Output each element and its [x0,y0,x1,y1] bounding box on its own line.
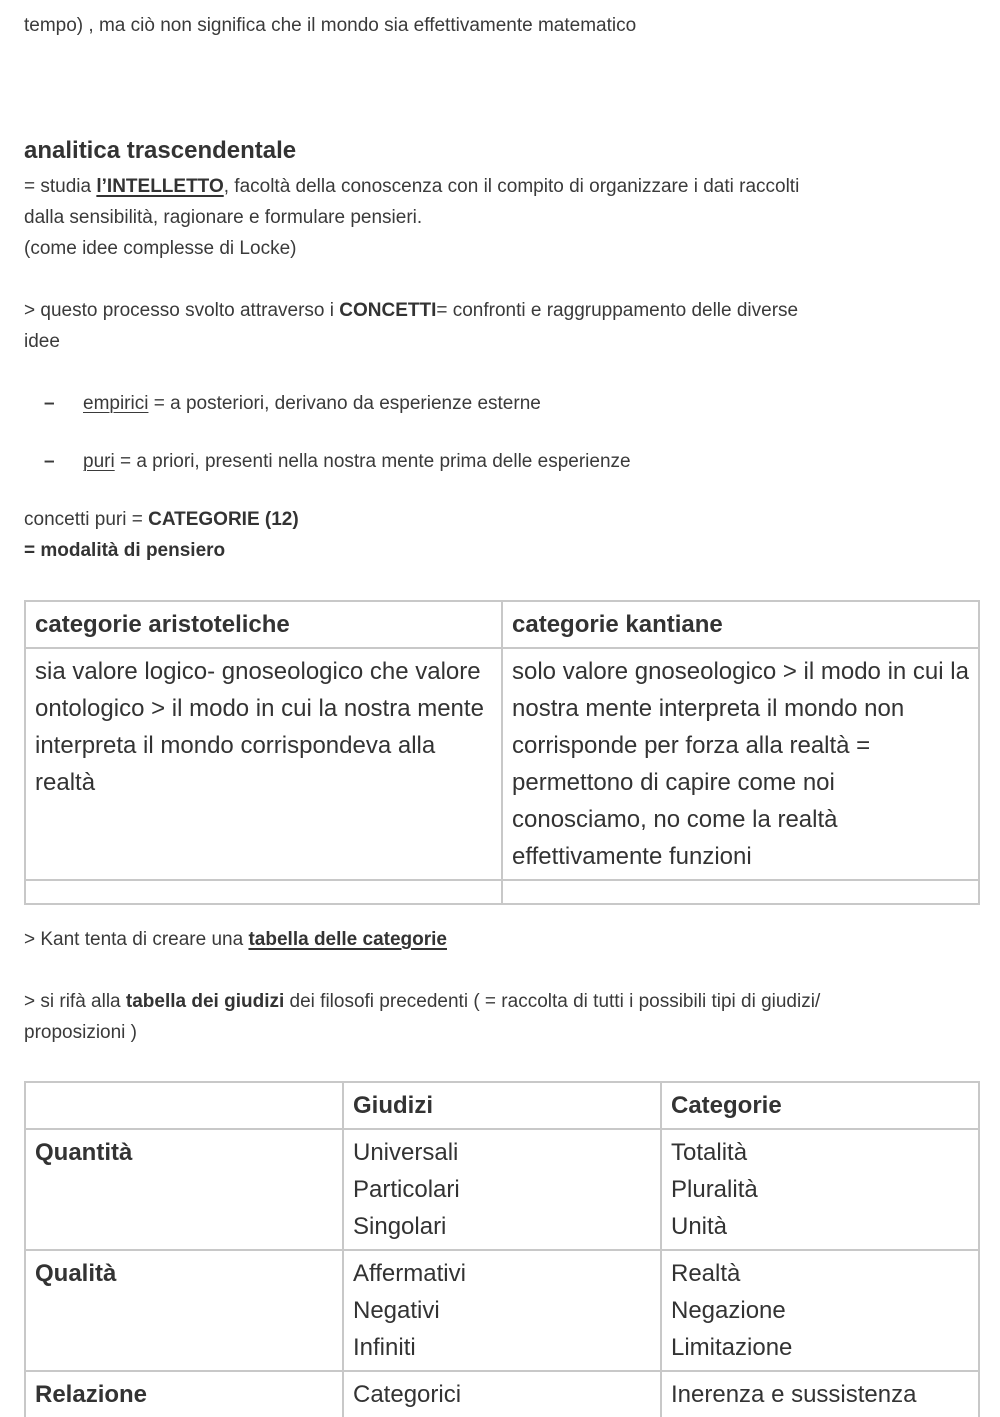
categorie-cell: Realtà Negazione Limitazione [661,1250,979,1371]
process-paragraph: > questo processo svolto attraverso i CONCETTI= confronti e raggruppamento delle diverse idee [24,300,799,352]
pure-concepts-paragraph: concetti puri = CATEGORIE (12) = modalità di pensiero [24,509,299,561]
bullet-term: empirici [83,393,149,414]
giudizi-cell: Universali Particolari Singolari [343,1129,661,1250]
table-row [25,1129,979,1250]
intelletto-term: l’INTELLETTO [96,176,224,197]
giudizi-cell: Affermativi Negativi Infiniti [343,1250,661,1371]
table-cell: sia valore logico- gnoseologico che valore ontologico > il modo in cui la nostra mente interpreta il mondo corrispondeva alla realtà [25,648,502,880]
intro-line: tempo) , ma ciò non significa che il mondo sia effettivamente matematico [24,15,637,36]
refers-paragraph: > si rifà alla tabella dei giudizi dei filosofi precedenti ( = raccolta di tutti i possibili tipi di giudizi/ proposizioni ) [24,991,821,1043]
table-header: categorie aristoteliche [25,601,502,648]
table-row [25,1371,979,1417]
tabella-giudizi-term: tabella dei giudizi [125,991,285,1012]
dash-bullet: – [44,451,55,472]
table-cell-empty [502,880,979,904]
table-header: Categorie [661,1082,979,1129]
categorie-cell: Inerenza e sussistenza [661,1371,979,1417]
table-header: categorie kantiane [502,601,979,648]
row-label: Qualità [25,1250,343,1371]
dash-bullet: – [44,393,55,414]
table-cell: solo valore gnoseologico > il modo in cui la nostra mente interpreta il mondo non corrisponde per forza alla realtà = permettono di capire come noi conosciamo, no come la realtà effettivamente funzioni [502,648,979,880]
section-title: analitica trascendentale [24,137,297,164]
tabella-categorie-term: tabella delle categorie [248,929,447,950]
giudizi-cell: Categorici [343,1371,661,1417]
table-header: Giudizi [343,1082,661,1129]
table-cell-empty [25,880,502,904]
bullet-term: puri [83,451,115,472]
definition-paragraph: = studia l’INTELLETTO, facoltà della conoscenza con il compito di organizzare i dati raccolti dalla sensibilità, ragionare e formulare pensieri. (come idee complesse di Locke) [24,176,800,259]
row-label: Relazione [25,1371,343,1417]
table-header [25,1082,343,1129]
row-label: Quantità [25,1129,343,1250]
concetti-term: CONCETTI [339,300,437,321]
compare-table [24,600,980,905]
table-row [25,1250,979,1371]
categorie-cell: Totalità Pluralità Unità [661,1129,979,1250]
categories-table [24,1081,980,1417]
kant-paragraph: > Kant tenta di creare una tabella delle categorie [24,929,447,950]
categorie-term: CATEGORIE (12) [148,509,299,530]
